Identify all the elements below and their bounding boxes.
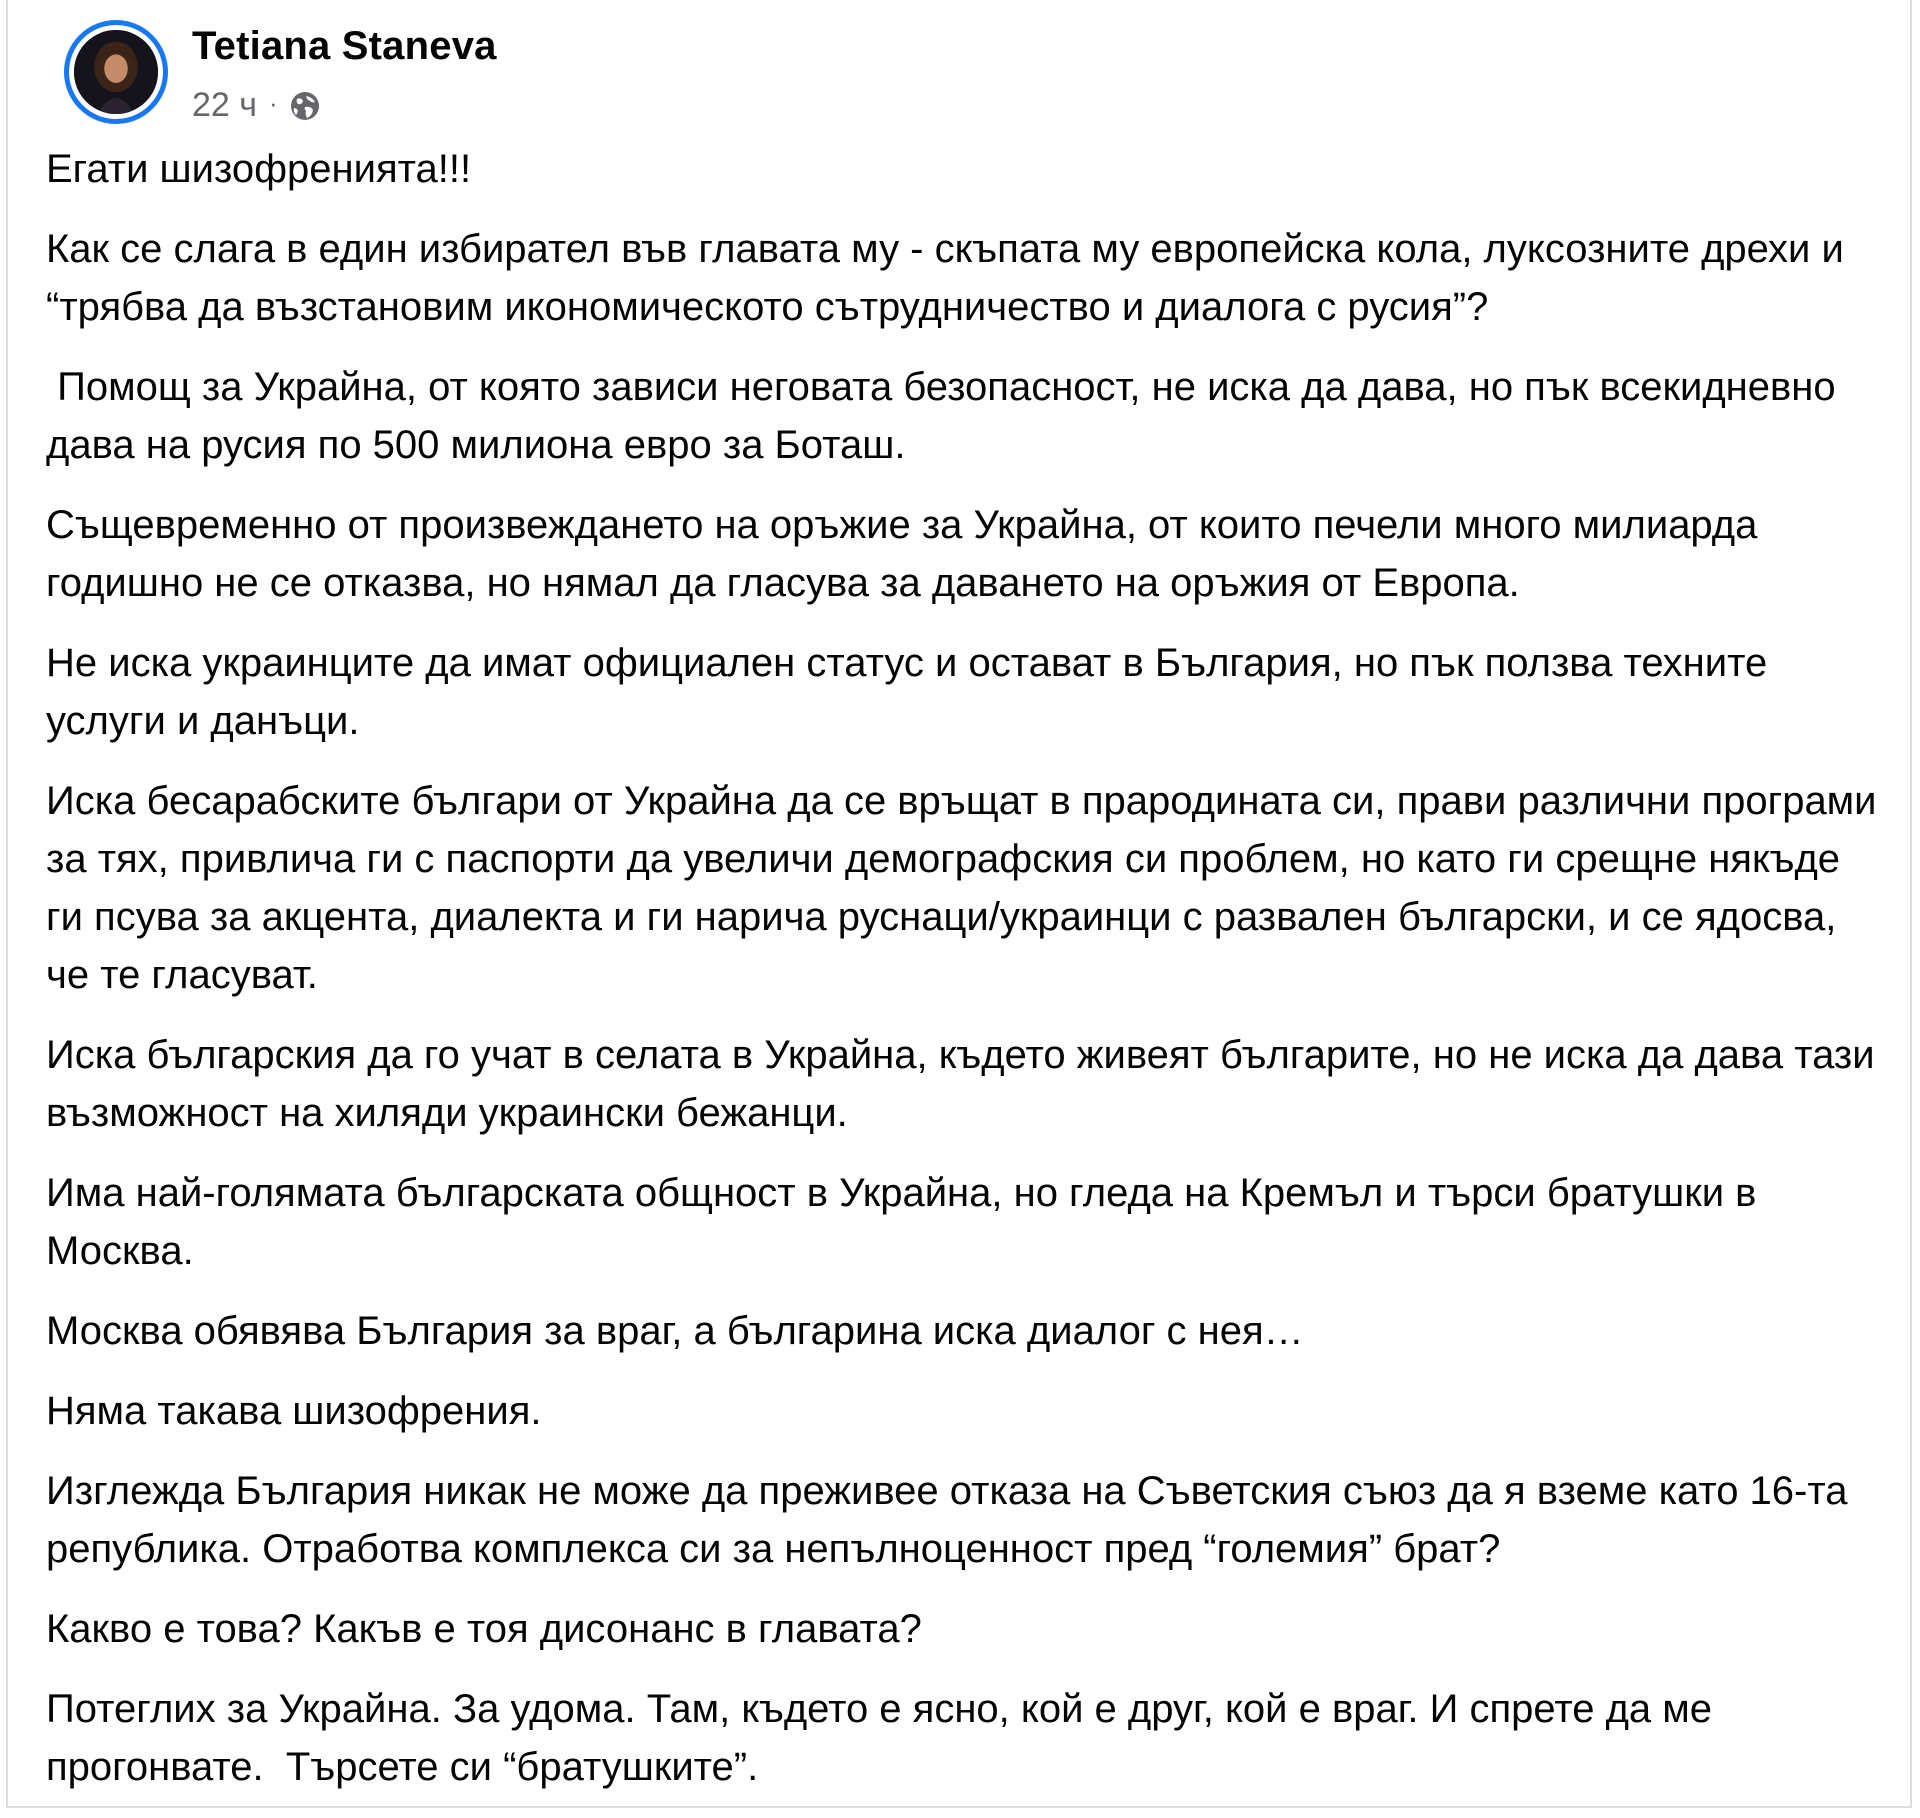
- post-paragraph: Иска българския да го учат в селата в Украйна, където живеят българите, но не иска да дава тази възможност на хиляди украински бежанци.: [46, 1033, 1886, 1135]
- post-paragraph: Същевременно от произвеждането на оръжие за Украйна, от които печели много милиарда годишно не се отказва, но нямал да гласува за даването на оръжия от Европа.: [46, 503, 1769, 605]
- avatar-image: [74, 30, 158, 114]
- facebook-post: [6, 0, 1912, 1808]
- post-paragraph: Какво е това? Какъв е тоя дисонанс в главата?: [46, 1607, 922, 1651]
- post-body: [46, 140, 1886, 1818]
- post-paragraph: Няма такава шизофрения.: [46, 1389, 542, 1433]
- avatar[interactable]: [64, 20, 168, 124]
- post-paragraph: Изглежда България никак не може да преживее отказа на Съветския съюз да я вземе като 16-та република. Отработва комплекса си за непълноценност пред “големия” брат?: [46, 1469, 1859, 1571]
- post-paragraph: Не иска украинците да имат официален статус и остават в България, но пък ползва техните услуги и данъци.: [46, 641, 1779, 743]
- globe-icon[interactable]: [288, 89, 322, 123]
- post-paragraph: Москва обявява България за враг, а българина иска диалог с нея…: [46, 1309, 1304, 1353]
- author-name[interactable]: Tetiana Staneva: [192, 24, 497, 68]
- meta-separator: ·: [268, 88, 278, 118]
- post-paragraph: Егати шизофренията!!!: [46, 147, 472, 191]
- post-header: [58, 14, 858, 124]
- post-paragraph: Иска бесарабските българи от Украйна да се връщат в прародината си, прави различни програми за тях, привлича ги с паспорти да увеличи демографския си проблем, но като ги срещне някъде ги псува за акцента, диалекта и ги нарича руснаци/украинци с развален български, и се ядосва, че те гласуват.: [46, 779, 1888, 997]
- avatar-portrait-icon: [74, 30, 158, 114]
- post-meta: [192, 86, 322, 125]
- post-paragraph: Как се слага в един избирател във главата му - скъпата му европейска кола, луксозните дрехи и “трябва да възстановим икономическото сътрудничество и диалога с русия”?: [46, 227, 1855, 329]
- post-paragraph: Помощ за Украйна, от която зависи неговата безопасност, не иска да дава, но пък всекидневно дава на русия по 500 милиона евро за Боташ.: [46, 365, 1847, 467]
- post-timestamp[interactable]: 22 ч: [192, 86, 257, 124]
- post-paragraph: Потеглих за Украйна. За удома. Там, където е ясно, кой е друг, кой е враг. И спрете да ме прогонвате. Търсете си “братушките”.: [46, 1687, 1724, 1789]
- post-paragraph: Има най-голямата българската общност в Украйна, но гледа на Кремъл и търси братушки в Москва.: [46, 1171, 1768, 1273]
